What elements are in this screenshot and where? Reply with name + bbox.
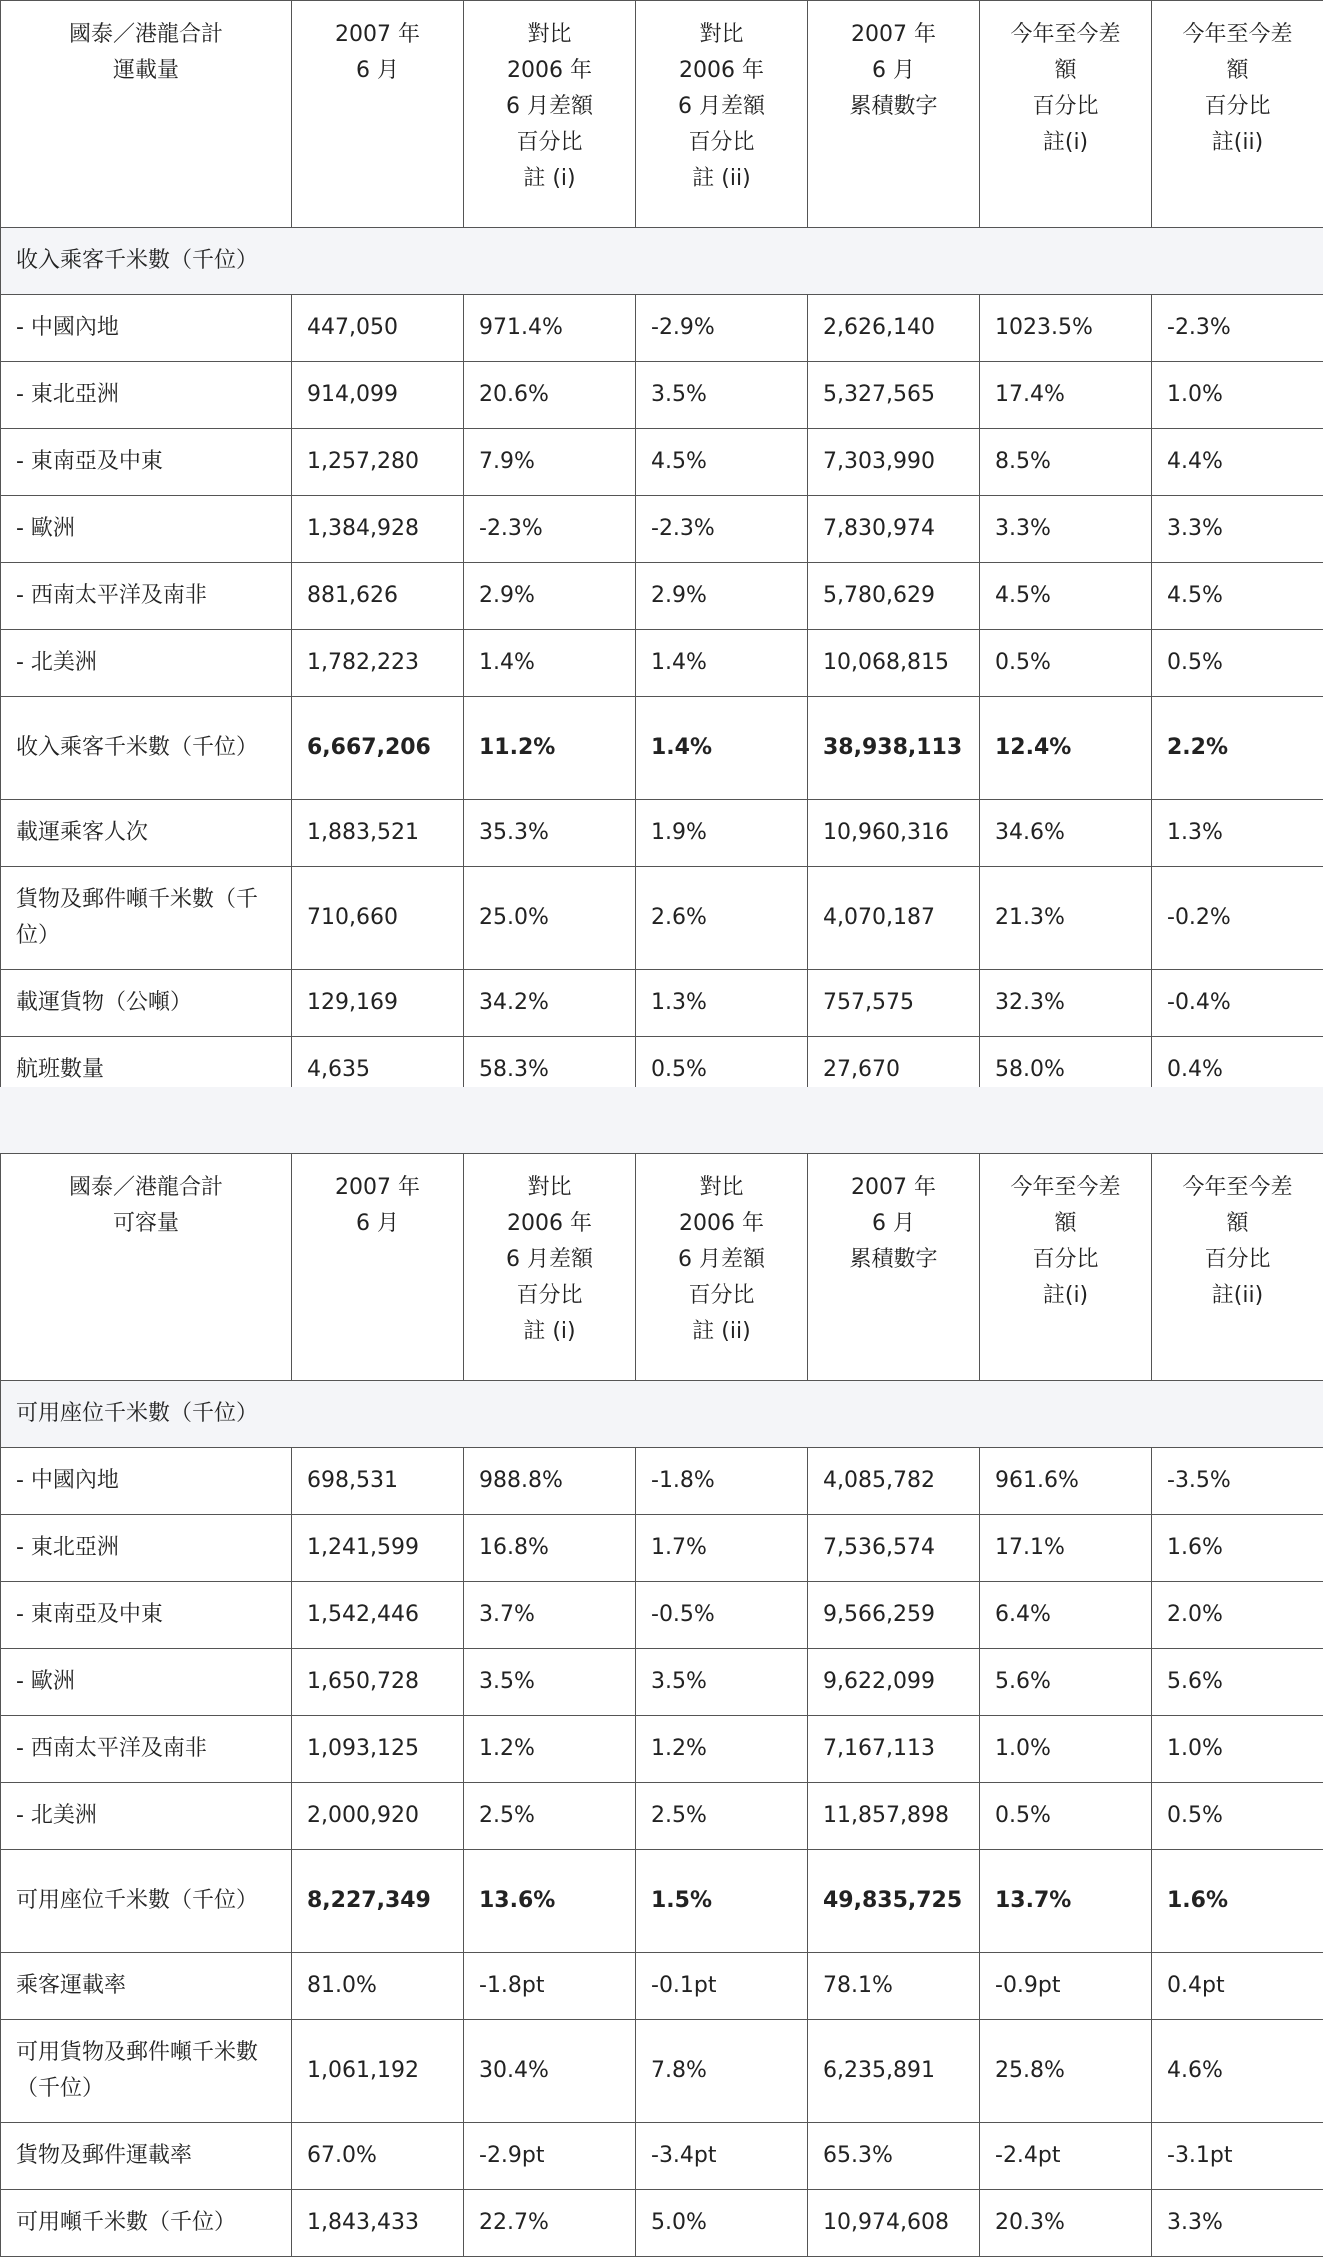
table-cell: 6,235,891 (808, 2020, 980, 2123)
table-row (1, 1953, 1323, 2020)
table-cell: 9,566,259 (808, 1582, 980, 1649)
table-cell: 0.5% (636, 1037, 808, 1104)
row-label: 收入乘客千米數（千位） (1, 697, 292, 800)
table-cell: 81.0% (292, 1953, 464, 2020)
table-cell: 1,782,223 (292, 630, 464, 697)
table-cell: 3.5% (464, 1649, 636, 1716)
header-cell: 今年至今差 額 百分比 註(ii) (1152, 1, 1323, 228)
table-cell: 58.3% (464, 1037, 636, 1104)
table-cell: 2.9% (636, 563, 808, 630)
table-cell: 34.6% (980, 800, 1152, 867)
table-cell: 4.4% (1152, 429, 1323, 496)
table-cell: 16.8% (464, 1515, 636, 1582)
header-cell: 2007 年 6 月 累積數字 (808, 1154, 980, 1381)
table-cell: 129,169 (292, 970, 464, 1037)
row-label: - 中國內地 (1, 1448, 292, 1515)
table-row (1, 970, 1323, 1037)
section-row (1, 228, 1323, 295)
table-cell: 2,000,920 (292, 1783, 464, 1850)
table-cell: 1.2% (464, 1716, 636, 1783)
table-cell: 1.4% (464, 630, 636, 697)
table-cell: 20.6% (464, 362, 636, 429)
table-cell: 7,830,974 (808, 496, 980, 563)
table-cell: 11.2% (464, 697, 636, 800)
table-cell: -2.4pt (980, 2123, 1152, 2190)
table-cell: -2.9pt (464, 2123, 636, 2190)
table-cell: -0.5% (636, 1582, 808, 1649)
table-cell: 78.1% (808, 1953, 980, 2020)
table-cell: 7,303,990 (808, 429, 980, 496)
table-cell: 1,384,928 (292, 496, 464, 563)
table-cell: 7,536,574 (808, 1515, 980, 1582)
table-cell: 7.9% (464, 429, 636, 496)
row-label: - 東北亞洲 (1, 362, 292, 429)
table-cell: 5.6% (1152, 1649, 1323, 1716)
table-cell: 67.0% (292, 2123, 464, 2190)
header-cell: 對比 2006 年 6 月差額 百分比 註 (ii) (636, 1154, 808, 1381)
row-label: 乘客運載率 (1, 1953, 292, 2020)
table-cell: 0.4% (1152, 1037, 1323, 1104)
table-row (1, 362, 1323, 429)
table-cell: 3.3% (980, 496, 1152, 563)
header-cell: 2007 年 6 月 (292, 1, 464, 228)
row-label: 可用貨物及郵件噸千米數（千位） (1, 2020, 292, 2123)
table-row (1, 2190, 1323, 2257)
table-cell: 1.0% (1152, 362, 1323, 429)
table-cell: 13.6% (464, 1850, 636, 1953)
header-cell: 對比 2006 年 6 月差額 百分比 註 (i) (464, 1, 636, 228)
header-cell: 今年至今差 額 百分比 註(i) (980, 1154, 1152, 1381)
table-cell: 3.5% (636, 1649, 808, 1716)
table-cell: 1.4% (636, 697, 808, 800)
table-cell: -3.1pt (1152, 2123, 1323, 2190)
table-cell: 1.9% (636, 800, 808, 867)
section-title: 收入乘客千米數（千位） (1, 228, 1323, 295)
table-cell: -1.8pt (464, 1953, 636, 2020)
table-header-row (1, 1154, 1323, 1381)
table-cell: 8.5% (980, 429, 1152, 496)
table-cell: 3.7% (464, 1582, 636, 1649)
table-cell: 0.5% (980, 630, 1152, 697)
table-row (1, 1716, 1323, 1783)
table-cell: 30.4% (464, 2020, 636, 2123)
table-cell: 32.3% (980, 970, 1152, 1037)
table-cell: 25.0% (464, 867, 636, 970)
table-cell: 1,061,192 (292, 2020, 464, 2123)
section-title: 可用座位千米數（千位） (1, 1381, 1323, 1448)
table-cell: 34.2% (464, 970, 636, 1037)
table-cell: 961.6% (980, 1448, 1152, 1515)
table-cell: 17.4% (980, 362, 1152, 429)
table-cell: 2.9% (464, 563, 636, 630)
table-cell: 5.0% (636, 2190, 808, 2257)
table-cell: -2.3% (636, 496, 808, 563)
table-row (1, 1582, 1323, 1649)
table-cell: 49,835,725 (808, 1850, 980, 1953)
table-cell: 3.5% (636, 362, 808, 429)
table-cell: 3.3% (1152, 2190, 1323, 2257)
table-row (1, 429, 1323, 496)
table-cell: 2.5% (464, 1783, 636, 1850)
table-cell: 6,667,206 (292, 697, 464, 800)
table-cell: 2.0% (1152, 1582, 1323, 1649)
row-label: 貨物及郵件噸千米數（千位） (1, 867, 292, 970)
table-cell: 1.3% (636, 970, 808, 1037)
header-cell: 2007 年 6 月 (292, 1154, 464, 1381)
table-row (1, 1515, 1323, 1582)
header-cell: 對比 2006 年 6 月差額 百分比 註 (i) (464, 1154, 636, 1381)
row-label: - 歐洲 (1, 1649, 292, 1716)
table-cell: 881,626 (292, 563, 464, 630)
table-cell: 1.6% (1152, 1850, 1323, 1953)
table-cell: -0.2% (1152, 867, 1323, 970)
table-cell: 1.7% (636, 1515, 808, 1582)
header-cell: 今年至今差 額 百分比 註(i) (980, 1, 1152, 228)
table-cell: 757,575 (808, 970, 980, 1037)
row-label: 航班數量 (1, 1037, 292, 1104)
table-cell: 13.7% (980, 1850, 1152, 1953)
table-cell: -0.9pt (980, 1953, 1152, 2020)
table-cell: 1.4% (636, 630, 808, 697)
total-row (1, 1850, 1323, 1953)
table-cell: 6.4% (980, 1582, 1152, 1649)
table-cell: 447,050 (292, 295, 464, 362)
table-row (1, 630, 1323, 697)
row-label: - 東南亞及中東 (1, 429, 292, 496)
table-cell: 1.0% (980, 1716, 1152, 1783)
header-cell: 國泰／港龍合計 運載量 (1, 1, 292, 228)
table-cell: 698,531 (292, 1448, 464, 1515)
table-row (1, 563, 1323, 630)
table-cell: 2.6% (636, 867, 808, 970)
table-cell: 1,542,446 (292, 1582, 464, 1649)
row-label: - 西南太平洋及南非 (1, 563, 292, 630)
header-cell: 對比 2006 年 6 月差額 百分比 註 (ii) (636, 1, 808, 228)
table-cell: 1,883,521 (292, 800, 464, 867)
table-cell: 0.4pt (1152, 1953, 1323, 2020)
table-cell: 25.8% (980, 2020, 1152, 2123)
table-cell: 17.1% (980, 1515, 1152, 1582)
table-cell: 10,974,608 (808, 2190, 980, 2257)
table-cell: 971.4% (464, 295, 636, 362)
table-cell: 1.6% (1152, 1515, 1323, 1582)
row-label: - 中國內地 (1, 295, 292, 362)
table-row (1, 2123, 1323, 2190)
table-row (1, 2020, 1323, 2123)
row-label: - 東北亞洲 (1, 1515, 292, 1582)
table-cell: 1.0% (1152, 1716, 1323, 1783)
table-cell: 1.3% (1152, 800, 1323, 867)
table-cell: 1,241,599 (292, 1515, 464, 1582)
table-cell: 5,327,565 (808, 362, 980, 429)
table-cell: 22.7% (464, 2190, 636, 2257)
table-cell: 58.0% (980, 1037, 1152, 1104)
table-cell: 4.5% (980, 563, 1152, 630)
header-cell: 國泰／港龍合計 可容量 (1, 1154, 292, 1381)
table-cell: 1,257,280 (292, 429, 464, 496)
table-cell: 1,650,728 (292, 1649, 464, 1716)
table-cell: 12.4% (980, 697, 1152, 800)
row-label: - 西南太平洋及南非 (1, 1716, 292, 1783)
header-cell: 2007 年 6 月 累積數字 (808, 1, 980, 228)
section-row (1, 1381, 1323, 1448)
row-label: 載運貨物（公噸） (1, 970, 292, 1037)
table-spacer (0, 1087, 1323, 1153)
row-label: 可用噸千米數（千位） (1, 2190, 292, 2257)
table-row (1, 1649, 1323, 1716)
table-cell: 7.8% (636, 2020, 808, 2123)
table-cell: 4,635 (292, 1037, 464, 1104)
table-cell: 4.5% (1152, 563, 1323, 630)
table-cell: 9,622,099 (808, 1649, 980, 1716)
table-cell: -0.4% (1152, 970, 1323, 1037)
table-cell: 4.5% (636, 429, 808, 496)
row-label: 可用座位千米數（千位） (1, 1850, 292, 1953)
table-cell: 10,960,316 (808, 800, 980, 867)
table-cell: -2.3% (1152, 295, 1323, 362)
table-cell: 11,857,898 (808, 1783, 980, 1850)
table-cell: 0.5% (1152, 630, 1323, 697)
row-label: 貨物及郵件運載率 (1, 2123, 292, 2190)
table-cell: 3.3% (1152, 496, 1323, 563)
table-row (1, 867, 1323, 970)
table-cell: 0.5% (1152, 1783, 1323, 1850)
table-cell: 21.3% (980, 867, 1152, 970)
table-cell: 38,938,113 (808, 697, 980, 800)
table-cell: 8,227,349 (292, 1850, 464, 1953)
table-row (1, 496, 1323, 563)
table-cell: 5.6% (980, 1649, 1152, 1716)
table-cell: -3.5% (1152, 1448, 1323, 1515)
table-cell: 1.5% (636, 1850, 808, 1953)
table-cell: -2.9% (636, 295, 808, 362)
table-cell: -3.4pt (636, 2123, 808, 2190)
table-cell: 10,068,815 (808, 630, 980, 697)
table-row (1, 1783, 1323, 1850)
header-cell: 今年至今差 額 百分比 註(ii) (1152, 1154, 1323, 1381)
traffic-table (0, 0, 1323, 1104)
table-cell: 35.3% (464, 800, 636, 867)
table-cell: 710,660 (292, 867, 464, 970)
table-cell: 4,070,187 (808, 867, 980, 970)
table-cell: 1023.5% (980, 295, 1152, 362)
table-row (1, 295, 1323, 362)
table-cell: 2,626,140 (808, 295, 980, 362)
table-cell: 0.5% (980, 1783, 1152, 1850)
table-cell: 65.3% (808, 2123, 980, 2190)
total-row (1, 697, 1323, 800)
table-cell: -1.8% (636, 1448, 808, 1515)
table-cell: 988.8% (464, 1448, 636, 1515)
table-row (1, 800, 1323, 867)
table-cell: 4,085,782 (808, 1448, 980, 1515)
table-cell: 27,670 (808, 1037, 980, 1104)
table-cell: 914,099 (292, 362, 464, 429)
row-label: - 北美洲 (1, 630, 292, 697)
table-cell: 1,093,125 (292, 1716, 464, 1783)
table-cell: 20.3% (980, 2190, 1152, 2257)
table-cell: 2.5% (636, 1783, 808, 1850)
row-label: - 東南亞及中東 (1, 1582, 292, 1649)
row-label: - 北美洲 (1, 1783, 292, 1850)
table-cell: 5,780,629 (808, 563, 980, 630)
table-cell: 4.6% (1152, 2020, 1323, 2123)
table-row (1, 1448, 1323, 1515)
table-cell: -0.1pt (636, 1953, 808, 2020)
row-label: 載運乘客人次 (1, 800, 292, 867)
table-cell: 1,843,433 (292, 2190, 464, 2257)
capacity-table (0, 1153, 1323, 2257)
table-cell: 1.2% (636, 1716, 808, 1783)
table-cell: 7,167,113 (808, 1716, 980, 1783)
table-header-row (1, 1, 1323, 228)
table-cell: 2.2% (1152, 697, 1323, 800)
table-cell: -2.3% (464, 496, 636, 563)
row-label: - 歐洲 (1, 496, 292, 563)
